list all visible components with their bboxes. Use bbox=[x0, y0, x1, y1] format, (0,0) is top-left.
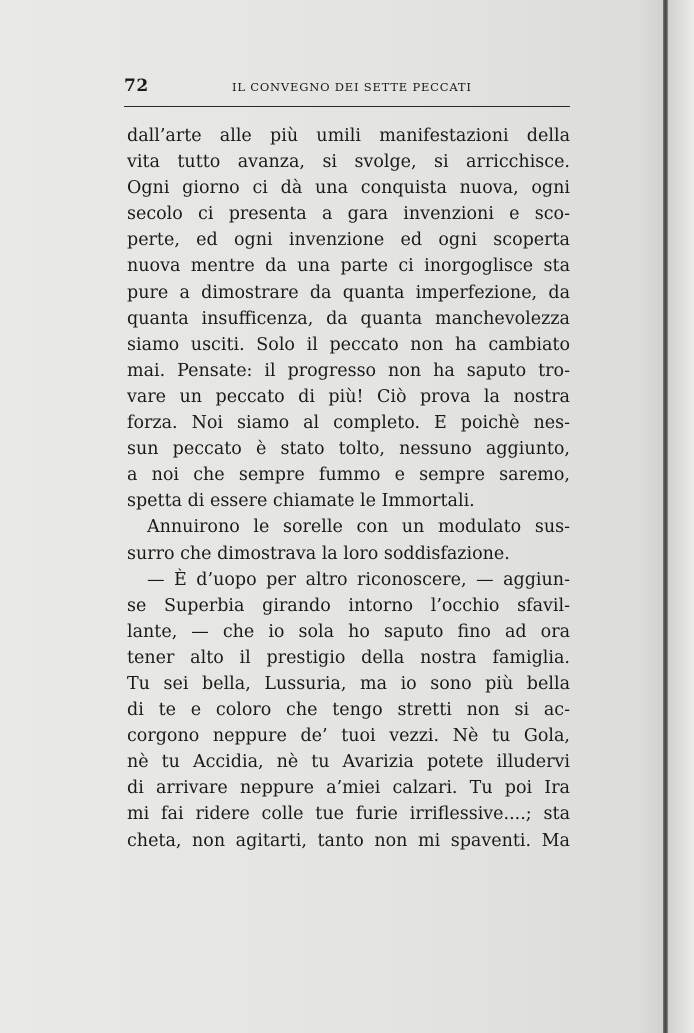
header-rule bbox=[124, 106, 570, 107]
text-line: vare un peccato di più! Ciò prova la nostra bbox=[127, 386, 570, 407]
text-line: mai. Pensate: il progresso non ha saputo tro- bbox=[127, 360, 570, 381]
text-line: di te e coloro che tengo stretti non si ac- bbox=[127, 700, 570, 721]
page-number: 72 bbox=[124, 76, 149, 96]
text-line: nè tu Accidia, nè tu Avarizia potete illudervi bbox=[127, 752, 570, 773]
text-line: quanta insufficenza, da quanta manchevolezza bbox=[127, 308, 570, 329]
text-line: perte, ed ogni invenzione ed ogni scoperta bbox=[127, 230, 570, 251]
page-edge bbox=[668, 0, 694, 1033]
text-line: cheta, non agitarti, tanto non mi spaventi. Ma bbox=[127, 830, 570, 851]
text-line: sun peccato è stato tolto, nessuno aggiunto, bbox=[127, 439, 570, 460]
text-line: Tu sei bella, Lussuria, ma io sono più bella bbox=[127, 673, 570, 694]
text-line: siamo usciti. Solo il peccato non ha cambiato bbox=[127, 334, 570, 355]
text-line: corgono neppure de’ tuoi vezzi. Nè tu Gola, bbox=[127, 726, 570, 747]
running-title: IL CONVEGNO DEI SETTE PECCATI bbox=[232, 80, 472, 94]
text-line: vita tutto avanza, si svolge, si arricchisce. bbox=[127, 152, 570, 173]
text-line: nuova mentre da una parte ci inorgoglisce sta bbox=[127, 256, 570, 277]
text-line: se Superbia girando intorno l’occhio sfavil- bbox=[127, 595, 570, 616]
text-line: spetta di essere chiamate le Immortali. bbox=[127, 491, 475, 512]
text-line: mi fai ridere colle tue furie irriflessive....; sta bbox=[127, 804, 570, 825]
text-line: pure a dimostrare da quanta imperfezione, da bbox=[127, 282, 570, 303]
text-line: secolo ci presenta a gara invenzioni e sco- bbox=[127, 204, 570, 225]
text-line: — È d’uopo per altro riconoscere, — aggiun- bbox=[147, 569, 570, 590]
text-line: di arrivare neppure a’miei calzari. Tu poi Ira bbox=[127, 778, 570, 799]
text-line: forza. Noi siamo al completo. E poichè nes- bbox=[127, 413, 570, 434]
text-line: surro che dimostrava la loro soddisfazione. bbox=[127, 543, 510, 564]
page-header bbox=[124, 76, 570, 98]
body-text bbox=[127, 123, 570, 854]
text-line: lante, — che io sola ho saputo fino ad ora bbox=[127, 621, 570, 642]
text-line: tener alto il prestigio della nostra famiglia. bbox=[127, 647, 570, 668]
text-line: Ogni giorno ci dà una conquista nuova, ogni bbox=[127, 178, 570, 199]
text-line: dall’arte alle più umili manifestazioni della bbox=[127, 126, 570, 146]
text-line: Annuirono le sorelle con un modulato sus- bbox=[147, 517, 570, 538]
text-line: a noi che sempre fummo e sempre saremo, bbox=[127, 465, 570, 486]
